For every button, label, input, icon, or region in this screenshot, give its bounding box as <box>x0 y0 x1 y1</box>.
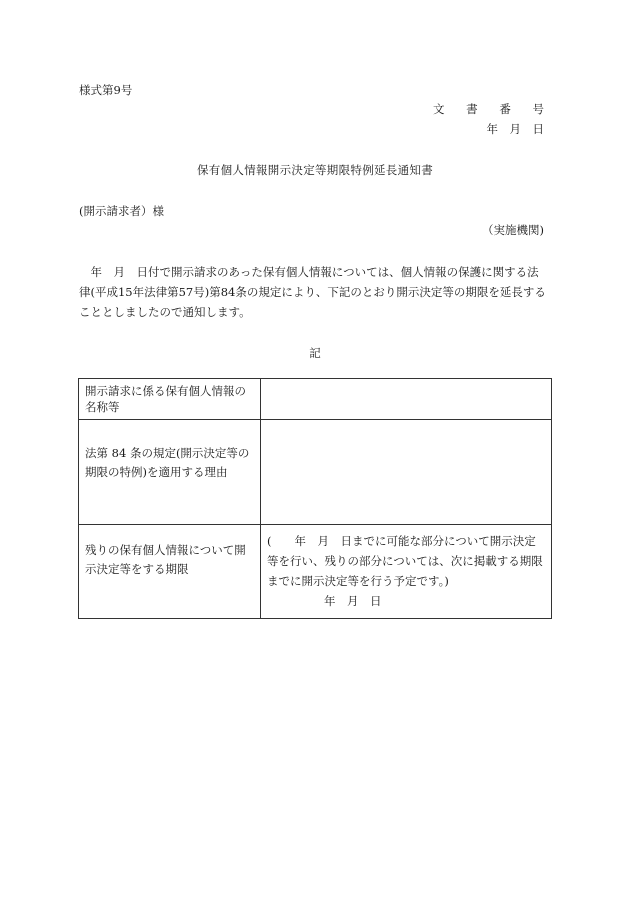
table-label-cell <box>79 379 261 420</box>
addressee: (開示請求者）様 <box>79 204 164 218</box>
row2-label: 法第 84 条の規定(開示決定等の期限の特例)を適用する理由 <box>85 446 250 479</box>
body-line: 律(平成15年法律第57号)第84条の規定により、下記のとおり開示決定等の期限を延長する <box>79 285 546 299</box>
document-title: 保有個人情報開示決定等期限特例延長通知書 <box>197 163 433 177</box>
agency: （実施機関) <box>482 223 544 237</box>
row3-value <box>261 525 551 615</box>
table-value-cell <box>261 525 552 619</box>
form-number: 様式第9号 <box>79 83 133 97</box>
table-row <box>79 420 552 525</box>
table-row <box>79 525 552 619</box>
date-label: 年 月 日 <box>486 122 544 136</box>
body-paragraph <box>79 262 549 322</box>
info-table <box>78 378 552 619</box>
table-value-cell <box>261 379 552 420</box>
body-line: 年 月 日付で開示請求のあった保有個人情報については、個人情報の保護に関する法 <box>79 265 539 279</box>
body-line: こととしましたので通知します。 <box>79 305 251 319</box>
row3-value-line: 等を行い、残りの部分については、次に掲載する期限 <box>267 554 543 568</box>
table-label-cell <box>79 525 261 619</box>
row2-value <box>261 420 551 448</box>
row1-label: 開示請求に係る保有個人情報の名称等 <box>85 384 246 414</box>
table-row <box>79 379 552 420</box>
row3-date: 年 月 日 <box>324 594 382 608</box>
row1-value <box>261 379 551 387</box>
row3-value-line: ( 年 月 日までに可能な部分について開示決定 <box>267 534 536 548</box>
ki-heading: 記 <box>309 346 321 360</box>
row3-label: 残りの保有個人情報について開示決定等をする期限 <box>85 543 246 576</box>
table-label-cell <box>79 420 261 525</box>
row3-value-line: までに開示決定等を行う予定です。) <box>267 574 449 588</box>
table-value-cell <box>261 420 552 525</box>
document-number-label: 文 書 番 号 <box>433 102 553 116</box>
